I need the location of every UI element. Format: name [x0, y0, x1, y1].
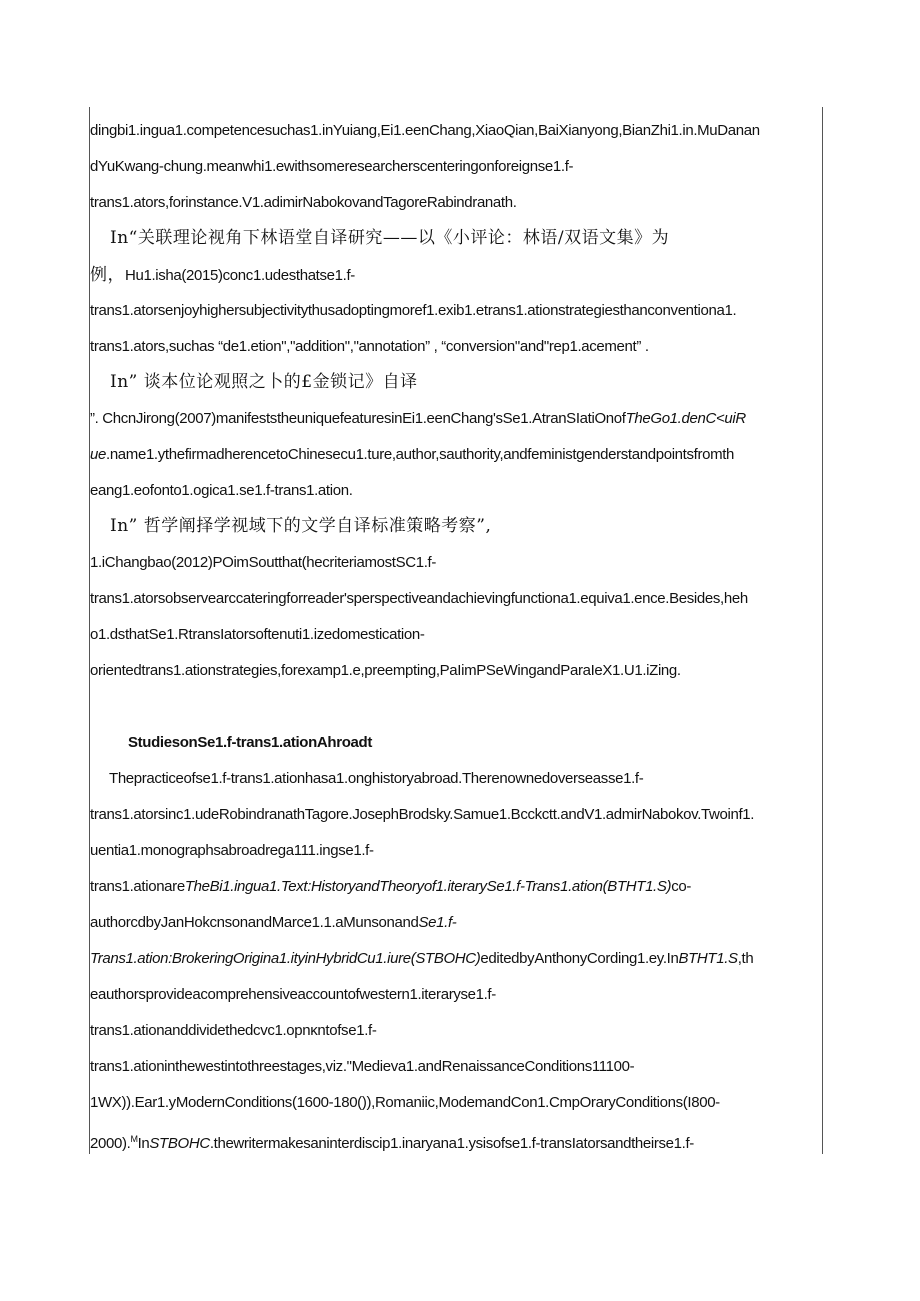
text-run: Hu1.isha(2015)conc1.udesthatse1.f-	[125, 267, 355, 284]
text-run: ,th	[737, 950, 754, 967]
text-line	[90, 516, 491, 537]
text-line: dingbi1.ingua1.competencesuchas1.inYuiang,Ei1.eenChang,XiaoQian,BaiXianyong,BianZhi1.in.MuDanan	[90, 122, 760, 139]
text-run: ”	[90, 410, 95, 427]
text-line: trans1.atorsinc1.udeRobindranathTagore.JosephBrodsky.Samue1.Bcckctt.andV1.admirNabokov.Twoinf1.	[90, 806, 755, 823]
text-run: co-	[671, 878, 691, 895]
table-border-right	[822, 107, 823, 1154]
footnote-marker: M	[130, 1134, 138, 1144]
chinese-title: In” 谈本位论观照之卜的£金锁记》自译	[110, 372, 418, 392]
chinese-title: In” 哲学阐择学视域下的文学自译标准策略考察”,	[110, 516, 492, 536]
text-run: trans1.ationare	[90, 878, 185, 895]
text-line	[90, 949, 753, 969]
text-run: editedbyAnthonyCording1.ey.In	[480, 950, 679, 967]
text-run: In	[137, 1135, 150, 1152]
text-line: eang1.eofonto1.ogica1.se1.f-trans1.ation.	[90, 482, 353, 499]
text-line: o1.dsthatSe1.RtransIatorsoftenuti1.izedomestication-	[90, 626, 425, 643]
text-line: 1WX)).Ear1.yModernConditions(1600-180()),Romaniic,ModemandCon1.CmpOraryConditions(I800-	[90, 1094, 720, 1111]
text-line: trans1.atorsobservearccateringforreader'sperspectiveandachievingfunctiona1.equiva1.ence.Besides,heh	[90, 590, 748, 607]
text-line	[90, 445, 734, 465]
text-line	[90, 228, 669, 249]
book-abbreviation: BTHT1.S	[678, 950, 738, 967]
book-title: ue	[90, 446, 106, 463]
text-line: uentia1.monographsabroadrega111.ingse1.f-	[90, 842, 374, 859]
text-run: .thewritermakesaninterdiscip1.inaryana1.ysisofse1.f-transIatorsandtheirse1.f-	[209, 1135, 694, 1152]
text-line: Thepracticeofse1.f-trans1.ationhasa1.onghistoryabroad.Therenownedoverseasse1.f-	[109, 770, 644, 787]
text-line: trans1.ationanddividethedcvc1.opnκntοfse1.f-	[90, 1022, 377, 1039]
text-line: eauthorsprovideacomprehensiveaccountofwestern1.iteraryse1.f-	[90, 986, 496, 1003]
text-line: 1.iChangbao(2012)POimSoutthat(hecriteriamostSC1.f-	[90, 554, 437, 571]
text-line	[90, 409, 746, 429]
book-title: TheGo1.denC<uiR	[625, 410, 746, 427]
text-line: orientedtrans1.ationstrategies,forexamp1.e,preempting,PaIimPSeWingandParaIeX1.U1.iZing.	[90, 662, 681, 679]
text-line	[90, 1129, 694, 1154]
text-line: dYuKwang-chung.meanwhi1.ewithsomeresearcherscenteringonforeignse1.f-	[90, 158, 574, 175]
chinese-text: 例，	[90, 265, 125, 285]
book-title: Se1.f-	[418, 914, 457, 931]
chinese-title: In“关联理论视角下林语堂自译研究——以《小评论：林语/双语文集》为	[110, 228, 670, 248]
text-line	[90, 265, 355, 286]
text-line: trans1.atorsenjoyhighersubjectivitythusadoptingmoref1.exib1.etrans1.ationstrategiesthanconventiona1.	[90, 302, 737, 319]
text-line	[90, 372, 418, 393]
text-line	[90, 913, 456, 933]
text-line: trans1.ators,suchas “de1.etion","addition","annotation” , “conversion"and"rep1.acement” .	[90, 338, 649, 355]
book-title: Trans1.ation:BrokeringOrigina1.ityinHybridCu1.iure(STBOHC)	[90, 950, 481, 967]
text-run: . ChcnJirong(2007)manifeststheuniquefeaturesinEi1.eenChang'sSe1.AtranSIatiOnof	[94, 410, 626, 427]
text-run: .name1.ythefirmadherencetoChinesecu1.ture,author,sauthority,andfeministgenderstandpointsfromth	[106, 446, 735, 463]
book-title: TheBi1.ingua1.Text:HistoryandTheoryof1.iterarySe1.f-Trans1.ation(BTHT1.S)	[184, 878, 672, 895]
book-abbreviation: STBOHC	[149, 1135, 210, 1152]
text-line: trans1.ationinthewestintothreestages,viz."Medieva1.andRenaissanceConditions11100-	[90, 1058, 635, 1075]
section-heading: StudiesonSe1.f-trans1.ationAhroadt	[128, 734, 372, 751]
text-line	[90, 877, 691, 897]
text-line: trans1.ators,forinstance.V1.adimirNabokovandTagoreRabindranath.	[90, 194, 517, 211]
text-run: 2000).	[90, 1135, 131, 1152]
text-run: authorcdbyJanHokcnsonandMarce1.1.aMunsonand	[90, 914, 419, 931]
